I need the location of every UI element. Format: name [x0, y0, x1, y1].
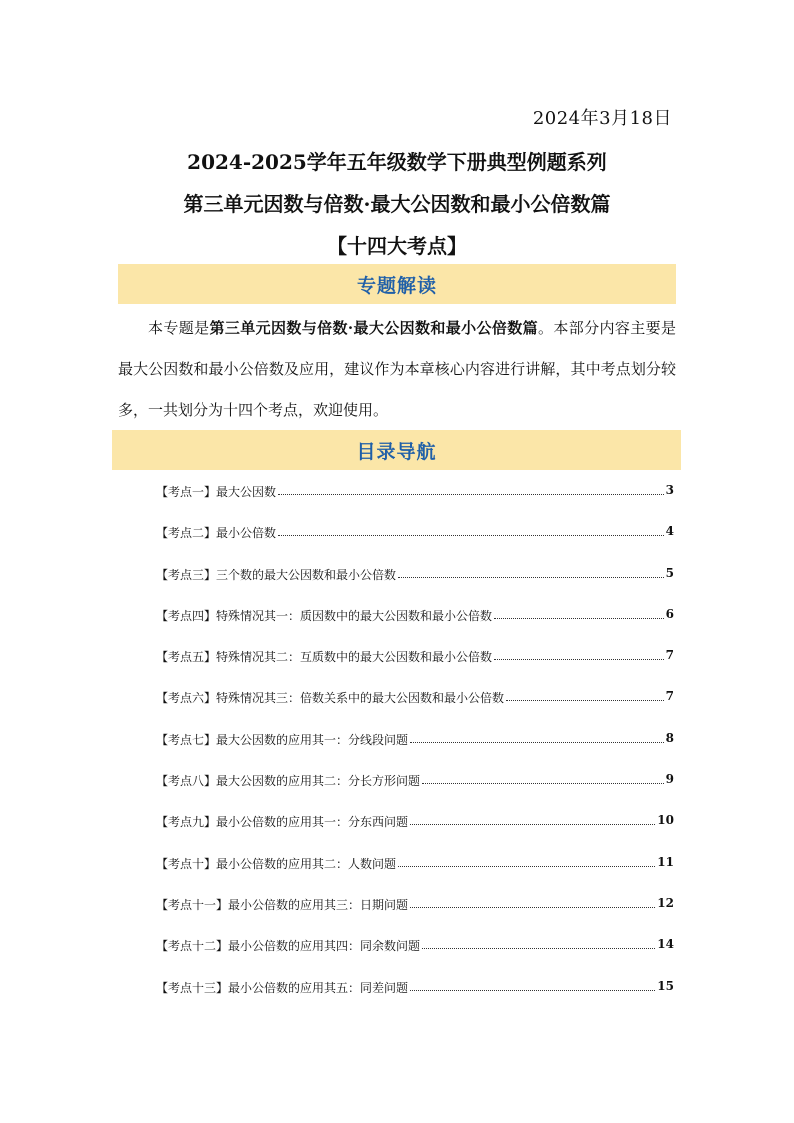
toc-entry[interactable]	[156, 648, 674, 689]
toc-entry[interactable]	[156, 813, 674, 854]
toc-entry[interactable]	[156, 772, 674, 813]
toc-dot-leader	[410, 731, 664, 743]
toc-entry-label: 【考点七】最大公因数的应用其一：分线段问题	[156, 732, 409, 747]
toc-entry-label: 【考点十一】最小公倍数的应用其三：日期问题	[156, 897, 409, 912]
toc-heading: 目录导航	[356, 440, 437, 463]
toc-dot-leader	[410, 979, 655, 991]
document-title-line2: 第三单元因数与倍数·最大公因数和最小公倍数篇	[183, 192, 611, 216]
toc-entry-page-number: 12	[657, 895, 674, 910]
toc-entry-page-number: 7	[665, 689, 674, 704]
toc-dot-leader	[494, 607, 664, 619]
toc-entry[interactable]	[156, 566, 674, 607]
toc-entry-page-number: 11	[657, 854, 674, 869]
toc-entry-page-number: 9	[665, 772, 674, 787]
table-of-contents	[156, 483, 674, 1020]
intro-text-bold: 第三单元因数与倍数·最大公因数和最小公倍数篇	[209, 319, 538, 337]
document-date: 2024年3月18日	[532, 108, 672, 129]
toc-entry[interactable]	[156, 689, 674, 730]
toc-entry-page-number: 10	[657, 813, 674, 828]
toc-entry-label: 【考点四】特殊情况其一：质因数中的最大公因数和最小公倍数	[156, 608, 493, 623]
toc-dot-leader	[422, 772, 664, 784]
toc-entry-page-number: 7	[665, 648, 674, 663]
toc-entry[interactable]	[156, 731, 674, 772]
toc-dot-leader	[278, 524, 664, 536]
toc-entry-label: 【考点十三】最小公倍数的应用其五：同差问题	[156, 980, 409, 995]
toc-entry-label: 【考点一】最大公因数	[156, 485, 277, 499]
toc-dot-leader	[410, 813, 655, 825]
toc-entry-label: 【考点六】特殊情况其三：倍数关系中的最大公因数和最小公倍数	[156, 691, 505, 706]
toc-entry[interactable]	[156, 896, 674, 937]
toc-entry-label: 【考点三】三个数的最大公因数和最小公倍数	[156, 567, 397, 582]
toc-dot-leader	[494, 648, 664, 660]
toc-dot-leader	[398, 566, 664, 578]
toc-entry-page-number: 14	[657, 937, 674, 952]
intro-text-prefix: 本专题是	[148, 319, 210, 337]
intro-paragraph	[118, 308, 676, 431]
toc-entry[interactable]	[156, 483, 674, 524]
toc-entry-label: 【考点八】最大公因数的应用其二：分长方形问题	[156, 774, 421, 789]
toc-entry-label: 【考点五】特殊情况其二：互质数中的最大公因数和最小公倍数	[156, 650, 493, 665]
toc-entry-label: 【考点十】最小公倍数的应用其二：人数问题	[156, 856, 397, 871]
toc-dot-leader	[410, 896, 655, 908]
toc-entry-page-number: 3	[665, 483, 674, 497]
toc-entry-page-number: 5	[665, 565, 674, 580]
toc-entry-label: 【考点十二】最小公倍数的应用其四：同余数问题	[156, 939, 421, 954]
intro-heading: 专题解读	[356, 274, 437, 297]
toc-dot-leader	[422, 937, 655, 949]
toc-entry-page-number: 6	[665, 606, 674, 621]
toc-entry[interactable]	[156, 937, 674, 978]
toc-entry[interactable]	[156, 979, 674, 1020]
toc-banner	[112, 430, 681, 470]
toc-dot-leader	[506, 689, 664, 701]
toc-entry-label: 【考点九】最小公倍数的应用其一：分东西问题	[156, 815, 409, 830]
document-title-line1: 2024-2025学年五年级数学下册典型例题系列	[187, 150, 607, 174]
toc-entry-page-number: 8	[665, 730, 674, 745]
toc-entry-page-number: 15	[657, 978, 674, 993]
document-title-line3: 【十四大考点】	[327, 234, 467, 258]
toc-entry-page-number: 4	[665, 524, 674, 539]
toc-entry[interactable]	[156, 524, 674, 565]
toc-entry-label: 【考点二】最小公倍数	[156, 526, 277, 541]
toc-dot-leader	[398, 855, 655, 867]
intro-text-suffix: 。本部分内容主要是最大公因数和最小公倍数及应用，建议作为本章核心内容进行讲解，其中考点划分较多，一共划分为十四个考点，欢迎使用。	[118, 319, 676, 419]
toc-entry[interactable]	[156, 855, 674, 896]
toc-dot-leader	[278, 483, 664, 495]
toc-entry[interactable]	[156, 607, 674, 648]
intro-banner	[118, 264, 676, 304]
